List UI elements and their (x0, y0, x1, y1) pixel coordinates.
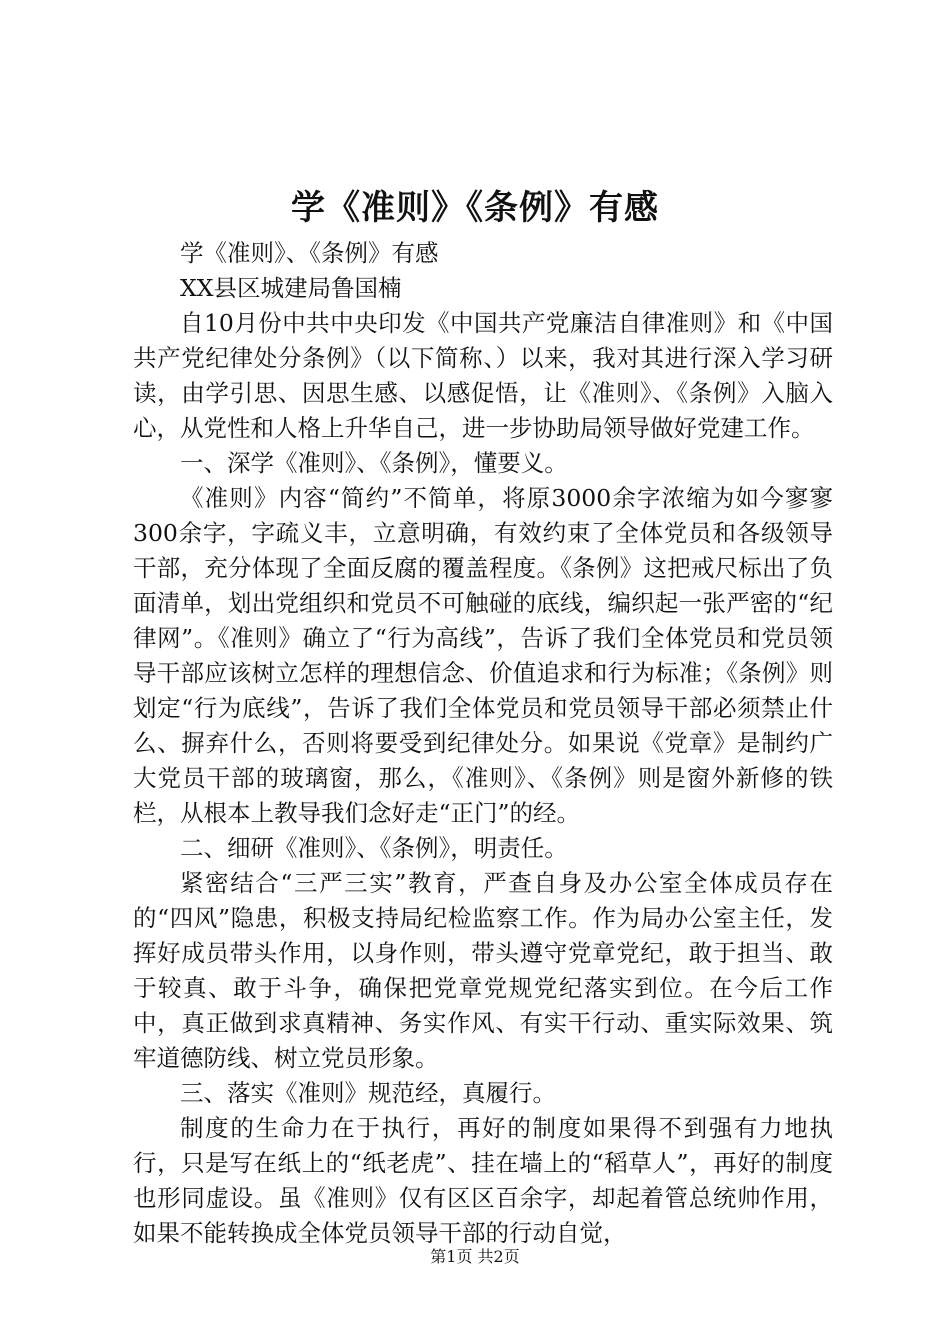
paragraph-subtitle: 学《准则》、《条例》有感 (180, 239, 439, 267)
page-number-footer: 第1页 共2页 (430, 1247, 520, 1266)
section-heading-3: 三、落实《准则》规范经，真履行。 (180, 1079, 556, 1107)
paragraph-intro: 自10月份中共中央印发《中国共产党廉洁自律准则》和《中国共产党纪律处分条例》（以下简称、）以来，我对其进行深入学习研读，由学引思、因思生感、以感促悟，让《准则》、《条例》入脑入心，从党性和人格上升华自己，进一步协助局领导做好党建工作。 (133, 309, 833, 442)
paragraph-section-3: 制度的生命力在于执行，再好的制度如果得不到强有力地执行，只是写在纸上的“纸老虎”、挂在墙上的“稻草人”，再好的制度也形同虚设。虽《准则》仅有区区百余字，却起着管总统帅作用，如果不能转换成全体党员领导干部的行动自觉， (133, 1114, 833, 1247)
paragraph-section-2: 紧密结合“三严三实”教育，严查自身及办公室全体成员存在的“四风”隐患，积极支持局纪检监察工作。作为局办公室主任，发挥好成员带头作用，以身作则，带头遵守党章党纪，敢于担当、敢于较真、敢于斗争，确保把党章党规党纪落实到位。在今后工作中，真正做到求真精神、务实作风、有实干行动、重实际效果、筑牢道德防线、树立党员形象。 (133, 869, 833, 1072)
paragraph-section-1: 《准则》内容“简约”不简单，将原3000余字浓缩为如今寥寥300余字，字疏义丰，立意明确，有效约束了全体党员和各级领导干部，充分体现了全面反腐的覆盖程度。《条例》这把戒尺标出了负面清单，划出党组织和党员不可触碰的底线，编织起一张严密的“纪律网”。《准则》确立了“行为高线”，告诉了我们全体党员和党员领导干部应该树立怎样的理想信念、价值追求和行为标准；《条例》则划定“行为底线”，告诉了我们全体党员和党员领导干部必须禁止什么、摒弃什么，否则将要受到纪律处分。如果说《党章》是制约广大党员干部的玻璃窗，那么，《准则》、《条例》则是窗外新修的铁栏，从根本上教导我们念好走“正门”的经。 (133, 484, 833, 827)
paragraph-author: XX县区城建局鲁国楠 (180, 274, 402, 302)
document-body (133, 236, 833, 1251)
document-title: 学《准则》《条例》有感 (291, 188, 659, 228)
section-heading-2: 二、细研《准则》、《条例》，明责任。 (180, 834, 568, 862)
section-heading-1: 一、深学《准则》、《条例》，懂要义。 (180, 449, 568, 477)
